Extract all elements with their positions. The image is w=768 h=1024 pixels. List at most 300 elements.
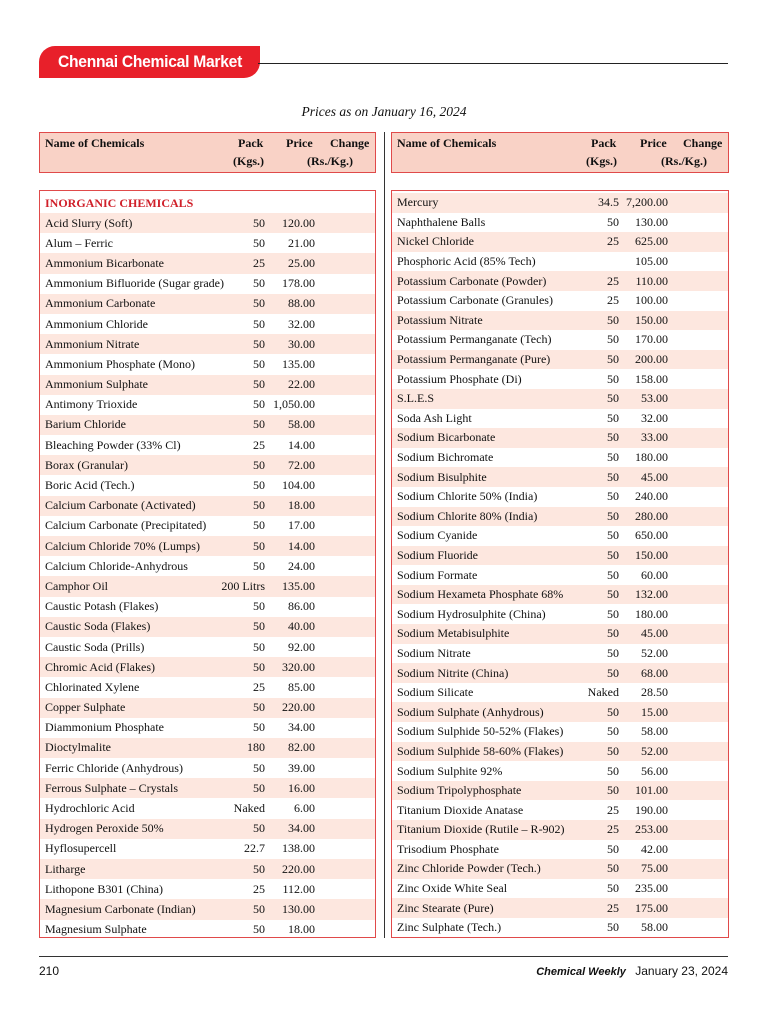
chemical-name: Sodium Fluoride xyxy=(397,547,479,562)
chemical-name: Copper Sulphate xyxy=(45,700,126,715)
pack-size: 50 xyxy=(253,922,265,937)
pack-size: 50 xyxy=(607,841,619,856)
table-row xyxy=(40,576,375,596)
col-price-unit: (Rs./Kg.) xyxy=(307,154,353,168)
left-table-header xyxy=(39,132,376,173)
chemical-name: Antimony Trioxide xyxy=(45,397,138,412)
pack-size: 50 xyxy=(607,645,619,660)
chemical-name: Sodium Bisulphite xyxy=(397,469,487,484)
chemical-name: Borax (Granular) xyxy=(45,457,128,472)
price-value: 39.00 xyxy=(288,760,315,775)
pack-size: Naked xyxy=(587,685,619,700)
table-row xyxy=(392,428,728,448)
chemical-name: Caustic Potash (Flakes) xyxy=(45,599,159,614)
pack-size: 50 xyxy=(253,901,265,916)
price-value: 45.00 xyxy=(641,626,668,641)
pack-size: 50 xyxy=(253,276,265,291)
chemical-name: Ammonium Carbonate xyxy=(45,296,156,311)
price-value: 30.00 xyxy=(288,336,315,351)
pack-size: 50 xyxy=(607,704,619,719)
table-row xyxy=(392,330,728,350)
price-value: 75.00 xyxy=(641,861,668,876)
chemical-name: S.L.E.S xyxy=(397,391,435,406)
table-row xyxy=(40,395,375,415)
chemical-name: Ammonium Phosphate (Mono) xyxy=(45,356,195,371)
pack-size: 50 xyxy=(253,619,265,634)
chemical-name: Magnesium Carbonate (Indian) xyxy=(45,901,196,916)
price-value: 17.00 xyxy=(288,518,315,533)
price-value: 220.00 xyxy=(282,700,315,715)
table-row xyxy=(40,677,375,697)
pack-size: 25 xyxy=(253,679,265,694)
col-change-header: Change xyxy=(330,136,370,150)
pack-size: 50 xyxy=(253,377,265,392)
section-title-inorganic: INORGANIC CHEMICALS xyxy=(45,195,194,210)
price-value: 22.00 xyxy=(288,377,315,392)
price-value: 53.00 xyxy=(641,391,668,406)
chemical-name: Sodium Sulphite 92% xyxy=(397,763,503,778)
table-row xyxy=(392,702,728,722)
pack-size: 22.7 xyxy=(244,841,265,856)
column-divider xyxy=(384,132,385,938)
pack-size: 25 xyxy=(607,822,619,837)
table-row xyxy=(40,778,375,798)
pack-size: 50 xyxy=(253,780,265,795)
table-row xyxy=(40,698,375,718)
price-value: 82.00 xyxy=(288,740,315,755)
table-row xyxy=(392,291,728,311)
table-row xyxy=(392,879,728,899)
col-price-header: Price xyxy=(286,136,313,150)
chemical-name: Sodium Hexameta Phosphate 68% xyxy=(397,587,564,602)
chemical-name: Ammonium Chloride xyxy=(45,316,148,331)
pack-size: 50 xyxy=(253,821,265,836)
price-value: 40.00 xyxy=(288,619,315,634)
chemical-name: Ammonium Sulphate xyxy=(45,377,148,392)
chemical-name: Litharge xyxy=(45,861,86,876)
pack-size: 50 xyxy=(253,538,265,553)
price-value: 58.00 xyxy=(641,920,668,935)
price-value: 7,200.00 xyxy=(626,195,668,210)
chemical-name: Potassium Phosphate (Di) xyxy=(397,371,522,386)
table-row xyxy=(392,742,728,762)
left-price-table xyxy=(39,190,376,938)
table-row xyxy=(40,294,375,314)
table-row xyxy=(40,536,375,556)
pack-size: 50 xyxy=(607,528,619,543)
price-value: 130.00 xyxy=(282,901,315,916)
table-row xyxy=(40,637,375,657)
table-row xyxy=(392,487,728,507)
chemical-name: Titanium Dioxide Anatase xyxy=(397,802,524,817)
table-row xyxy=(392,663,728,683)
price-value: 110.00 xyxy=(635,273,668,288)
chemical-name: Chlorinated Xylene xyxy=(45,679,140,694)
table-row xyxy=(392,898,728,918)
price-value: 130.00 xyxy=(635,214,668,229)
table-row xyxy=(40,375,375,395)
chemical-name: Sodium Nitrate xyxy=(397,645,471,660)
price-value: 34.00 xyxy=(288,821,315,836)
col-pack-header: Pack xyxy=(238,136,264,150)
pack-size: 50 xyxy=(607,606,619,621)
chemical-name: Calcium Chloride 70% (Lumps) xyxy=(45,538,200,553)
table-row xyxy=(392,311,728,331)
table-row xyxy=(392,781,728,801)
chemical-name: Ferrous Sulphate – Crystals xyxy=(45,780,178,795)
chemical-name: Caustic Soda (Prills) xyxy=(45,639,145,654)
pack-size: 50 xyxy=(253,235,265,250)
price-value: 100.00 xyxy=(635,293,668,308)
footer-credit xyxy=(536,964,728,978)
chemical-name: Sodium Formate xyxy=(397,567,478,582)
chemical-name: Sodium Metabisulphite xyxy=(397,626,510,641)
table-row xyxy=(392,252,728,272)
price-value: 92.00 xyxy=(288,639,315,654)
table-row xyxy=(392,820,728,840)
price-value: 625.00 xyxy=(635,234,668,249)
table-row xyxy=(40,314,375,334)
pack-size: 50 xyxy=(253,296,265,311)
chemical-name: Sodium Silicate xyxy=(397,685,474,700)
chemical-name: Diammonium Phosphate xyxy=(45,720,164,735)
chemical-name: Nickel Chloride xyxy=(397,234,474,249)
right-table-header xyxy=(391,132,729,173)
col-name-header: Name of Chemicals xyxy=(397,136,497,150)
chemical-name: Calcium Chloride-Anhydrous xyxy=(45,558,188,573)
table-row xyxy=(40,899,375,919)
pack-size: 50 xyxy=(253,417,265,432)
chemical-name: Sodium Sulphate (Anhydrous) xyxy=(397,704,544,719)
table-row xyxy=(40,233,375,253)
price-value: 58.00 xyxy=(288,417,315,432)
pack-size: 50 xyxy=(253,700,265,715)
chemical-name: Calcium Carbonate (Precipitated) xyxy=(45,518,207,533)
banner-title: Chennai Chemical Market xyxy=(57,52,242,71)
table-row xyxy=(392,448,728,468)
chemical-name: Sodium Hydrosulphite (China) xyxy=(397,606,546,621)
price-value: 6.00 xyxy=(294,801,315,816)
price-value: 58.00 xyxy=(641,724,668,739)
price-value: 105.00 xyxy=(635,254,668,269)
chemical-name: Hydrochloric Acid xyxy=(45,801,135,816)
chemical-name: Sodium Bichromate xyxy=(397,450,494,465)
pack-size: 34.5 xyxy=(598,195,619,210)
price-value: 21.00 xyxy=(288,235,315,250)
price-value: 32.00 xyxy=(288,316,315,331)
price-value: 650.00 xyxy=(635,528,668,543)
chemical-name: Zinc Sulphate (Tech.) xyxy=(397,920,502,935)
price-value: 135.00 xyxy=(282,356,315,371)
chemical-name: Calcium Carbonate (Activated) xyxy=(45,498,196,513)
chemical-name: Hyflosupercell xyxy=(45,841,117,856)
table-row xyxy=(392,526,728,546)
chemical-name: Zinc Stearate (Pure) xyxy=(397,900,494,915)
col-pack-unit: (Kgs.) xyxy=(586,154,617,168)
pack-size: 50 xyxy=(253,659,265,674)
table-row xyxy=(40,758,375,778)
pack-size: 50 xyxy=(253,457,265,472)
price-value: 200.00 xyxy=(635,352,668,367)
pack-size: 50 xyxy=(607,783,619,798)
pack-size: 50 xyxy=(253,498,265,513)
pack-size: 50 xyxy=(607,743,619,758)
chemical-name: Sodium Cyanide xyxy=(397,528,478,543)
chemical-name: Potassium Nitrate xyxy=(397,312,483,327)
pack-size: 50 xyxy=(607,371,619,386)
price-value: 132.00 xyxy=(635,587,668,602)
price-value: 34.00 xyxy=(288,720,315,735)
chemical-name: Mercury xyxy=(397,195,439,210)
price-value: 178.00 xyxy=(282,276,315,291)
pack-size: 50 xyxy=(607,763,619,778)
issue-date: January 23, 2024 xyxy=(635,964,728,978)
price-value: 180.00 xyxy=(635,606,668,621)
magazine-name: Chemical Weekly xyxy=(536,966,626,978)
pack-size: 50 xyxy=(607,665,619,680)
table-row xyxy=(392,350,728,370)
chemical-name: Potassium Carbonate (Powder) xyxy=(397,273,547,288)
price-value: 150.00 xyxy=(635,312,668,327)
price-value: 14.00 xyxy=(288,437,315,452)
table-row xyxy=(40,435,375,455)
table-row xyxy=(40,334,375,354)
pack-size: 25 xyxy=(607,234,619,249)
table-row xyxy=(392,683,728,703)
price-value: 42.00 xyxy=(641,841,668,856)
price-value: 101.00 xyxy=(635,783,668,798)
col-price-unit: (Rs./Kg.) xyxy=(661,154,707,168)
table-row xyxy=(392,859,728,879)
chemical-name: Ammonium Bifluoride (Sugar grade) xyxy=(45,276,224,291)
table-row xyxy=(392,585,728,605)
price-value: 52.00 xyxy=(641,645,668,660)
pack-size: 50 xyxy=(607,567,619,582)
pack-size: 50 xyxy=(607,587,619,602)
chemical-name: Lithopone B301 (China) xyxy=(45,881,163,896)
chemical-name: Sodium Chlorite 80% (India) xyxy=(397,508,538,523)
chemical-name: Ammonium Bicarbonate xyxy=(45,255,164,270)
chemical-name: Camphor Oil xyxy=(45,578,108,593)
price-value: 112.00 xyxy=(282,881,315,896)
chemical-name: Alum – Ferric xyxy=(45,235,113,250)
table-row xyxy=(40,516,375,536)
price-value: 253.00 xyxy=(635,822,668,837)
price-value: 16.00 xyxy=(288,780,315,795)
pack-size: 50 xyxy=(253,599,265,614)
chemical-name: Zinc Chloride Powder (Tech.) xyxy=(397,861,541,876)
pack-size: 50 xyxy=(607,430,619,445)
table-row xyxy=(392,565,728,585)
pack-size: 50 xyxy=(607,391,619,406)
table-row xyxy=(392,193,728,213)
table-row xyxy=(392,918,728,938)
table-row xyxy=(392,722,728,742)
pack-size: 50 xyxy=(253,639,265,654)
chemical-name: Chromic Acid (Flakes) xyxy=(45,659,155,674)
price-value: 104.00 xyxy=(282,478,315,493)
chemical-name: Sodium Nitrite (China) xyxy=(397,665,509,680)
chemical-name: Barium Chloride xyxy=(45,417,126,432)
col-price-header: Price xyxy=(640,136,667,150)
pack-size: 50 xyxy=(607,489,619,504)
price-value: 280.00 xyxy=(635,508,668,523)
price-value: 86.00 xyxy=(288,599,315,614)
chemical-name: Ferric Chloride (Anhydrous) xyxy=(45,760,183,775)
table-row xyxy=(40,213,375,233)
table-row xyxy=(392,213,728,233)
pack-size: 50 xyxy=(607,547,619,562)
pack-size: 50 xyxy=(607,920,619,935)
price-value: 28.50 xyxy=(641,685,668,700)
chemical-name: Potassium Carbonate (Granules) xyxy=(397,293,553,308)
pack-size: 50 xyxy=(607,508,619,523)
chemical-name: Caustic Soda (Flakes) xyxy=(45,619,151,634)
price-value: 56.00 xyxy=(641,763,668,778)
table-row xyxy=(40,839,375,859)
price-value: 1,050.00 xyxy=(273,397,315,412)
pack-size: 50 xyxy=(607,450,619,465)
price-value: 85.00 xyxy=(288,679,315,694)
section-banner xyxy=(39,46,260,78)
price-value: 72.00 xyxy=(288,457,315,472)
table-row xyxy=(40,556,375,576)
table-row xyxy=(40,657,375,677)
pack-size: 50 xyxy=(253,558,265,573)
table-row xyxy=(40,738,375,758)
table-row xyxy=(392,644,728,664)
price-value: 18.00 xyxy=(288,498,315,513)
chemical-name: Bleaching Powder (33% Cl) xyxy=(45,437,181,452)
pack-size: 25 xyxy=(253,881,265,896)
pack-size: 180 xyxy=(247,740,265,755)
table-row xyxy=(40,920,375,940)
table-row xyxy=(40,718,375,738)
col-pack-unit: (Kgs.) xyxy=(233,154,264,168)
pack-size: 50 xyxy=(607,352,619,367)
chemical-name: Boric Acid (Tech.) xyxy=(45,478,135,493)
chemical-name: Zinc Oxide White Seal xyxy=(397,881,508,896)
table-row xyxy=(40,859,375,879)
price-value: 235.00 xyxy=(635,881,668,896)
table-row xyxy=(40,274,375,294)
table-row xyxy=(392,389,728,409)
pack-size: 50 xyxy=(607,332,619,347)
table-row xyxy=(392,840,728,860)
chemical-name: Naphthalene Balls xyxy=(397,214,486,229)
right-price-table xyxy=(391,190,729,938)
chemical-name: Sodium Bicarbonate xyxy=(397,430,496,445)
pack-size: 50 xyxy=(253,518,265,533)
price-value: 33.00 xyxy=(641,430,668,445)
price-value: 14.00 xyxy=(288,538,315,553)
col-pack-header: Pack xyxy=(591,136,617,150)
chemical-name: Phosphoric Acid (85% Tech) xyxy=(397,254,536,269)
pack-size: 50 xyxy=(253,316,265,331)
price-value: 138.00 xyxy=(282,841,315,856)
pack-size: 50 xyxy=(607,881,619,896)
pack-size: 50 xyxy=(253,336,265,351)
table-row xyxy=(40,253,375,273)
table-row xyxy=(40,617,375,637)
price-value: 170.00 xyxy=(635,332,668,347)
chemical-name: Trisodium Phosphate xyxy=(397,841,499,856)
chemical-name: Sodium Sulphide 58-60% (Flakes) xyxy=(397,743,564,758)
price-value: 32.00 xyxy=(641,410,668,425)
price-value: 24.00 xyxy=(288,558,315,573)
price-value: 150.00 xyxy=(635,547,668,562)
chemical-name: Ammonium Nitrate xyxy=(45,336,140,351)
col-name-header: Name of Chemicals xyxy=(45,136,145,150)
price-value: 180.00 xyxy=(635,450,668,465)
banner-rule xyxy=(258,63,728,64)
pack-size: 50 xyxy=(253,215,265,230)
chemical-name: Potassium Permanganate (Pure) xyxy=(397,352,551,367)
chemical-name: Titanium Dioxide (Rutile – R-902) xyxy=(397,822,565,837)
price-value: 88.00 xyxy=(288,296,315,311)
chemical-name: Acid Slurry (Soft) xyxy=(45,215,133,230)
table-row xyxy=(392,507,728,527)
price-value: 175.00 xyxy=(635,900,668,915)
pack-size: 200 Litrs xyxy=(221,578,265,593)
price-value: 158.00 xyxy=(635,371,668,386)
pack-size: 50 xyxy=(253,356,265,371)
price-value: 320.00 xyxy=(282,659,315,674)
price-value: 68.00 xyxy=(641,665,668,680)
table-row xyxy=(40,879,375,899)
table-row xyxy=(392,467,728,487)
prices-date-subtitle: Prices as on January 16, 2024 xyxy=(301,104,467,119)
price-value: 240.00 xyxy=(635,489,668,504)
price-value: 60.00 xyxy=(641,567,668,582)
pack-size: 25 xyxy=(607,802,619,817)
pack-size: 50 xyxy=(253,720,265,735)
table-row xyxy=(392,271,728,291)
table-row xyxy=(392,624,728,644)
chemical-name: Soda Ash Light xyxy=(397,410,472,425)
chemical-name: Potassium Permanganate (Tech) xyxy=(397,332,552,347)
table-row xyxy=(392,761,728,781)
pack-size: 25 xyxy=(253,437,265,452)
page-number: 210 xyxy=(39,964,60,978)
price-value: 220.00 xyxy=(282,861,315,876)
chemical-name: Sodium Chlorite 50% (India) xyxy=(397,489,538,504)
pack-size: 50 xyxy=(607,626,619,641)
pack-size: 50 xyxy=(253,760,265,775)
chemical-name: Sodium Sulphide 50-52% (Flakes) xyxy=(397,724,564,739)
pack-size: 25 xyxy=(607,293,619,308)
pack-size: 50 xyxy=(607,469,619,484)
pack-size: 25 xyxy=(607,273,619,288)
pack-size: 50 xyxy=(253,397,265,412)
pack-size: Naked xyxy=(233,801,265,816)
pack-size: 50 xyxy=(607,724,619,739)
table-row xyxy=(40,819,375,839)
pack-size: 50 xyxy=(607,410,619,425)
table-row xyxy=(40,455,375,475)
table-row xyxy=(40,597,375,617)
table-row xyxy=(392,800,728,820)
pack-size: 50 xyxy=(607,214,619,229)
footer-rule xyxy=(39,956,728,957)
price-value: 18.00 xyxy=(288,922,315,937)
price-value: 25.00 xyxy=(288,255,315,270)
table-row xyxy=(40,354,375,374)
price-value: 52.00 xyxy=(641,743,668,758)
chemical-name: Magnesium Sulphate xyxy=(45,922,147,937)
chemical-name: Dioctylmalite xyxy=(45,740,111,755)
col-change-header: Change xyxy=(683,136,723,150)
